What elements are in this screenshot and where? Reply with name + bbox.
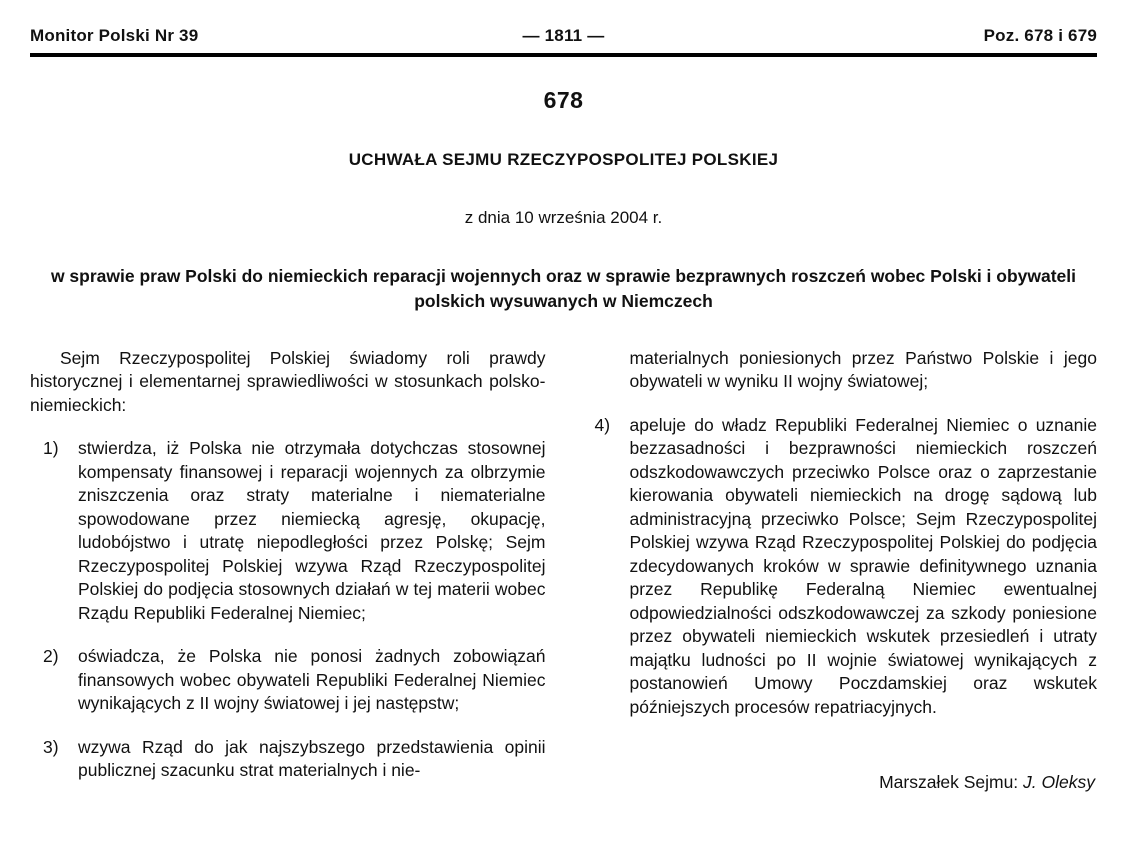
list-item-3-marker: 3) bbox=[43, 736, 59, 757]
act-title: UCHWAŁA SEJMU RZECZYPOSPOLITEJ POLSKIEJ bbox=[348, 150, 779, 169]
signature-name: J. Oleksy bbox=[1023, 772, 1095, 793]
list-item-4-text: apeluje do władz Republiki Federalnej Niemiec o uznanie bezzasadności i bezprawności niemieckich roszczeń odszkodowawczych przeciwko Polsce oraz o zaprzestanie kierowania obywateli niemieckich na drogę sądową lub administracyjną przeciwko Polsce; Sejm Rzeczypospolitej Polskiej wzywa Rząd Rzeczypospolitej Polskiej do podjęcia zdecydowanych kroków w sprawie definitywnego uznania przez Republikę Federalną Niemiec ewentualnej odpowiedzialności odszkodowawczej za szkody poniesione przez obywateli niemieckich wskutek przesiedleń i utraty majątku ludności po II wojnie światowej wynikających z postanowień Umowy Poczdamskiej oraz wskutek późniejszych procesów repatriacyjnych. bbox=[629, 414, 1097, 717]
list-item-4 bbox=[582, 414, 1098, 720]
document-body bbox=[30, 347, 1097, 803]
signature-line bbox=[582, 771, 1098, 795]
header-page-number: — 1811 — bbox=[522, 26, 605, 45]
act-subject: w sprawie praw Polski do niemieckich reparacji wojennych oraz w sprawie bezprawnych roszczeń wobec Polski i obywateli polskich wysuwanych w Niemczech bbox=[50, 266, 1077, 312]
list-item-3-text: wzywa Rząd do jak najszybszego przedstawienia opinii publicznej szacunku strat materialnych i nie- bbox=[78, 736, 546, 781]
list-item-3-continuation bbox=[582, 347, 1098, 394]
list-item-3-continuation-text: materialnych poniesionych przez Państwo Polskie i jego obywateli w wyniku II wojny światowej; bbox=[629, 347, 1097, 392]
list-item-1 bbox=[30, 437, 546, 625]
running-header bbox=[30, 26, 1097, 57]
list-item-4-marker: 4) bbox=[594, 414, 611, 435]
intro-paragraph: Sejm Rzeczypospolitej Polskiej świadomy roli prawdy historycznej i elementarnej sprawiedliwości w stosunkach polsko-niemieckich: bbox=[30, 347, 546, 415]
header-position-numbers: Poz. 678 i 679 bbox=[983, 26, 1098, 45]
signature-label: Marszałek Sejmu: bbox=[879, 772, 1024, 793]
act-number: 678 bbox=[543, 87, 584, 113]
act-date: z dnia 10 września 2004 r. bbox=[464, 208, 663, 227]
left-column bbox=[30, 347, 546, 803]
right-column bbox=[582, 347, 1098, 803]
list-item-2-marker: 2) bbox=[43, 646, 59, 667]
list-item-1-text: stwierdza, iż Polska nie otrzymała dotychczas stosownej kompensaty finansowej i reparacji wojennych za olbrzymie zniszczenia oraz straty materialne i niematerialne spowodowane przez niemiecką agresję, okupację, ludobójstwo i utratę niepodległości przez Polskę; Sejm Rzeczypospolitej Polskiej wzywa Rząd Rzeczypospolitej Polskiej do podjęcia stosownych działań w tej materii wobec Rządu Republiki Federalnej Niemiec; bbox=[78, 438, 546, 623]
list-item-1-marker: 1) bbox=[43, 438, 59, 459]
list-item-2-text: oświadcza, że Polska nie ponosi żadnych zobowiązań finansowych wobec obywateli Republiki Federalnej Niemiec wynikających z II wojny światowej i jej następstw; bbox=[78, 646, 546, 714]
list-item-2 bbox=[30, 645, 546, 716]
header-publication-title: Monitor Polski Nr 39 bbox=[30, 26, 199, 45]
list-item-3 bbox=[30, 736, 546, 783]
